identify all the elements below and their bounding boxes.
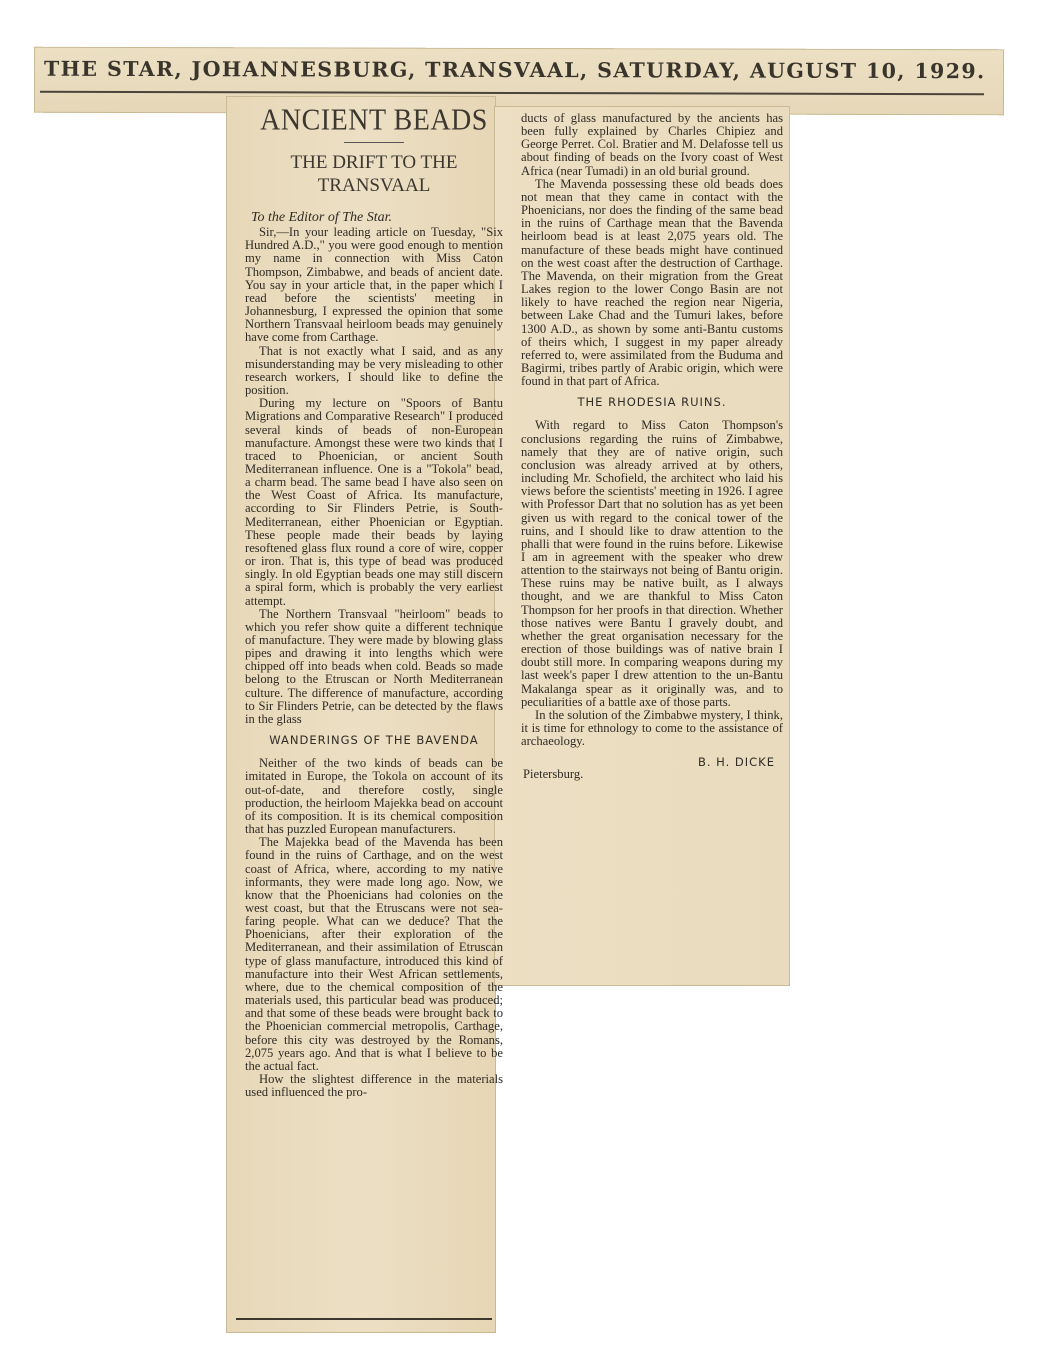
signature-block: [521, 756, 783, 786]
paragraph: The Majekka bead of the Mavenda has been found in the ruins of Carthage, and on the west coast of Africa, where, according to my native informants, they were made long ago. Now, we know that the Phoenicians had colonies on the west coast, but that the Etruscans were not sea-faring people. What can we deduce? That the Phoenicians, after their exploration of the Mediterranean, and their assimilation of Etruscan type of glass manufacture, introduced this kind of manufacture into their West African settlements, where, due to the chemical composition of the materials used, this particular bead was produced; and that some of these beads were brought back to the Phoenician commercial metropolis, Carthage, before this city was destroyed by the Romans, 2,075 years ago. And that is what I believe to be the actual fact.: [245, 835, 503, 1073]
right-column: [521, 112, 783, 786]
paragraph: The Mavenda possessing these old beads does not mean that they came in contact with the Phoenicians, nor does the finding of the same bead in the ruins of Carthage mean that the Bavenda heirloom bead is at least 2,075 years old. The manufacture of these beads might have continued on the west coast after the destruction of Carthage. The Mavenda, on their migration from the Great Lakes region to the lower Congo Basin are not likely to have reached the region near Nigeria, between Lake Chad and the Tumuri lakes, before 1300 A.D., as shown by some anti-Bantu customs of theirs which, I suggest in my paper already referred to, were assimilated from the Buduma and Bagirmi, tribes partly of Arabic origin, which were found in that part of Africa.: [521, 176, 783, 389]
masthead-rule: [40, 91, 984, 95]
section-heading: WANDERINGS OF THE BAVENDA: [269, 733, 479, 748]
salutation: To the Editor of The Star.: [251, 210, 393, 225]
section-heading: THE RHODESIA RUINS.: [577, 395, 727, 410]
left-column: [245, 100, 503, 1099]
paragraph: ducts of glass manufactured by the ancients has been fully explained by Charles Chipiez and George Perret. Col. Bratier and M. Delafosse tell us about finding of beads on the Ivory coast of West Africa (near Tumadi) in an old burial ground.: [521, 111, 783, 178]
place: Pietersburg.: [523, 767, 584, 782]
paragraph: Neither of the two kinds of beads can be imitated in Europe, the Tokola on account of its out-of-date, and therefore costly, single production, the heirloom Majekka bead on account of its composition. It is its chemical composition that has puzzled European manufacturers.: [245, 756, 503, 837]
paragraph: Sir,—In your leading article on Tuesday, "Six Hundred A.D.," you were good enough to mention my name in connection with Miss Caton Thompson, Zimbabwe, and beads of ancient date. You say in your article that, in the paper which I read before the scientists' meeting in Johannesburg, I expressed the opinion that some Northern Transvaal heirloom beads may genuinely have come from Carthage.: [245, 225, 503, 345]
paragraph: During my lecture on "Spoors of Bantu Migrations and Comparative Research" I produced several kinds of beads of non-European manufacture. Amongst these were two kinds that I traced to Phoenician, or ancient South Mediterranean influence. One is a "Tokola" bead, a charm bead. The same bead I have also seen on the West Coast of Africa. Its manufacture, according to Sir Flinders Petrie, is South-Mediterranean, either Phoenician or Egyptian. These people made their beads by laying resoftened glass flux round a core of wire, copper or iron. That is, this type of bead was produced singly. In old Egyptian beads one may still discern a spiral form, which is probably the very earliest attempt.: [245, 396, 503, 608]
paragraph: With regard to Miss Caton Thompson's conclusions regarding the ruins of Zimbabwe, namely that they are of native origin, such conclusion was already arrived at by others, including Mr. Schofield, the architect who laid his views before the scientists' meeting in 1926. I agree with Professor Dart that no solution has as yet been given us with regard to the conical tower of the ruins, and I should like to draw attention to the phalli that were found in the ruins before. Likewise I am in agreement with the speaker who drew attention to the stairways not being of Bantu origin. These ruins may be native built, as I always thought, and we are thankful to Miss Caton Thompson for her proofs in that direction. Whether those natives were Bantu I gravely doubt, and whether the great organisation necessary for the erection of those buildings was of native brain I doubt still more. In comparing weapons during my last week's paper I drew attention to the un-Bantu Makalanga spear as it originally was, and to peculiarities of a battle axe of those parts.: [521, 418, 783, 709]
masthead: THE STAR, JOHANNESBURG, TRANSVAAL, SATURDAY, AUGUST 10, 1929.: [43, 56, 986, 84]
headline-rule: [344, 142, 404, 143]
signature: B. H. DICKE: [697, 755, 775, 770]
headline: ANCIENT BEADS: [260, 103, 488, 138]
end-rule: [236, 1318, 492, 1320]
paragraph: The Northern Transvaal "heirloom" beads to which you refer show quite a different technique of manufacture. They were made by blowing glass pipes and drawing it into lengths which were chipped off into beads when cold. Beads so made belong to the Etruscan or North Mediterranean culture. The difference of manufacture, according to Sir Flinders Petrie, can be detected by the flaws in the glass: [245, 606, 503, 726]
paragraph: In the solution of the Zimbabwe mystery, I think, it is time for ethnology to come to the assistance of archaeology.: [521, 707, 783, 749]
paragraph: That is not exactly what I said, and as any misunderstanding may be very misleading to other research workers, I should like to define the position.: [245, 343, 503, 398]
paragraph: How the slightest difference in the materials used influenced the pro-: [245, 1072, 503, 1100]
masthead-strip: [34, 47, 1004, 116]
subheadline: THE DRIFT TO THE TRANSVAAL: [290, 152, 458, 196]
